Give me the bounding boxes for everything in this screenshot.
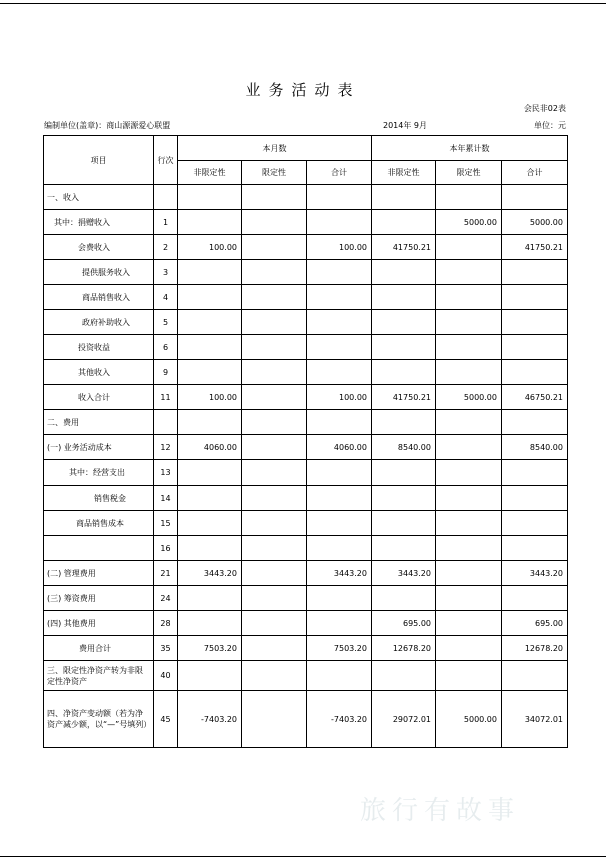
- cell-month-total: 100.00: [307, 385, 372, 410]
- cell-month-unrestricted: [178, 335, 242, 360]
- cell-year-unrestricted: [372, 460, 436, 486]
- row-item-label: 费用合计: [44, 636, 154, 661]
- cell-year-total: [502, 360, 568, 385]
- cell-month-restricted: [242, 260, 307, 285]
- cell-month-total: [307, 335, 372, 360]
- cell-year-unrestricted: [372, 410, 436, 435]
- cell-month-restricted: [242, 561, 307, 586]
- cell-month-restricted: [242, 435, 307, 460]
- cell-year-unrestricted: 41750.21: [372, 385, 436, 410]
- table-row: [44, 435, 568, 460]
- cell-year-restricted: 5000.00: [436, 385, 502, 410]
- row-line-number: 21: [154, 561, 178, 586]
- cell-year-total: [502, 586, 568, 611]
- cell-year-total: 3443.20: [502, 561, 568, 586]
- report-period: 2014年 9月: [383, 121, 427, 130]
- cell-year-unrestricted: [372, 661, 436, 691]
- cell-year-unrestricted: 41750.21: [372, 235, 436, 260]
- cell-year-unrestricted: [372, 335, 436, 360]
- row-item-label: 其中：经营支出: [44, 460, 154, 486]
- cell-year-restricted: [436, 235, 502, 260]
- cell-month-restricted: [242, 310, 307, 335]
- cell-year-restricted: [436, 260, 502, 285]
- row-item-label: 二、费用: [44, 410, 154, 435]
- cell-month-total: [307, 611, 372, 636]
- table-row: [44, 511, 568, 536]
- cell-year-restricted: [436, 185, 502, 210]
- cell-year-restricted: [436, 586, 502, 611]
- row-line-number: 35: [154, 636, 178, 661]
- row-item-label: (四) 其他费用: [44, 611, 154, 636]
- org-name: 商山源源爱心联盟: [106, 121, 171, 130]
- cell-month-total: [307, 185, 372, 210]
- row-item-label: 销售税金: [44, 486, 154, 511]
- cell-year-unrestricted: [372, 210, 436, 235]
- cell-month-unrestricted: [178, 460, 242, 486]
- cell-month-restricted: [242, 611, 307, 636]
- cell-month-unrestricted: [178, 285, 242, 310]
- cell-month-total: 100.00: [307, 235, 372, 260]
- cell-month-unrestricted: [178, 511, 242, 536]
- cell-year-total: [502, 335, 568, 360]
- cell-month-unrestricted: [178, 410, 242, 435]
- cell-month-restricted: [242, 185, 307, 210]
- cell-year-total: 46750.21: [502, 385, 568, 410]
- cell-year-unrestricted: [372, 360, 436, 385]
- header-year-restricted: 限定性: [436, 161, 502, 185]
- row-line-number: 13: [154, 460, 178, 486]
- org-label: 编制单位(盖章)：: [44, 121, 107, 130]
- table-row: [44, 285, 568, 310]
- row-line-number: 11: [154, 385, 178, 410]
- cell-month-total: [307, 586, 372, 611]
- row-item-label: 会费收入: [44, 235, 154, 260]
- row-line-number: 40: [154, 661, 178, 691]
- table-row: [44, 385, 568, 410]
- table-row: [44, 636, 568, 661]
- header-item: 项目: [44, 136, 154, 185]
- cell-month-unrestricted: 3443.20: [178, 561, 242, 586]
- cell-year-total: 8540.00: [502, 435, 568, 460]
- header-year-unrestricted: 非限定性: [372, 161, 436, 185]
- table-row: [44, 460, 568, 486]
- cell-month-restricted: [242, 235, 307, 260]
- cell-month-total: [307, 536, 372, 561]
- cell-year-restricted: [436, 460, 502, 486]
- cell-year-total: [502, 285, 568, 310]
- cell-year-unrestricted: [372, 586, 436, 611]
- table-row: [44, 561, 568, 586]
- currency-unit: 单位：元: [534, 121, 566, 130]
- table-row: [44, 260, 568, 285]
- cell-year-restricted: [436, 486, 502, 511]
- cell-year-restricted: [436, 310, 502, 335]
- cell-month-unrestricted: -7403.20: [178, 691, 242, 748]
- cell-month-total: 7503.20: [307, 636, 372, 661]
- cell-year-restricted: [436, 661, 502, 691]
- table-row: [44, 586, 568, 611]
- cell-month-unrestricted: [178, 536, 242, 561]
- row-line-number: 1: [154, 210, 178, 235]
- table-row: [44, 410, 568, 435]
- cell-month-unrestricted: [178, 611, 242, 636]
- cell-year-unrestricted: 3443.20: [372, 561, 436, 586]
- table-row: [44, 235, 568, 260]
- form-code: 会民非02表: [523, 104, 566, 113]
- cell-year-restricted: 5000.00: [436, 691, 502, 748]
- table-row: [44, 210, 568, 235]
- cell-month-restricted: [242, 486, 307, 511]
- cell-year-total: [502, 410, 568, 435]
- row-line-number: 12: [154, 435, 178, 460]
- cell-year-total: [502, 661, 568, 691]
- row-line-number: 15: [154, 511, 178, 536]
- cell-month-total: [307, 410, 372, 435]
- watermark: 旅行有故事: [360, 796, 521, 826]
- cell-year-total: 12678.20: [502, 636, 568, 661]
- table-row: [44, 691, 568, 748]
- cell-year-restricted: [436, 636, 502, 661]
- cell-month-unrestricted: [178, 486, 242, 511]
- cell-year-restricted: [436, 561, 502, 586]
- cell-year-unrestricted: [372, 260, 436, 285]
- cell-month-restricted: [242, 360, 307, 385]
- row-item-label: (三) 筹资费用: [44, 586, 154, 611]
- row-line-number: 24: [154, 586, 178, 611]
- cell-year-restricted: [436, 435, 502, 460]
- row-line-number: 2: [154, 235, 178, 260]
- row-line-number: [154, 410, 178, 435]
- row-line-number: 6: [154, 335, 178, 360]
- row-item-label: 四、净资产变动额（若为净资产减少额，以“—”号填列）: [44, 691, 154, 748]
- cell-month-unrestricted: [178, 360, 242, 385]
- cell-year-total: [502, 460, 568, 486]
- table-row: [44, 360, 568, 385]
- header-current-month: 本月数: [178, 136, 372, 161]
- cell-year-unrestricted: [372, 285, 436, 310]
- cell-month-restricted: [242, 511, 307, 536]
- cell-year-restricted: [436, 410, 502, 435]
- cell-year-total: 695.00: [502, 611, 568, 636]
- table-row: [44, 611, 568, 636]
- cell-year-total: [502, 185, 568, 210]
- cell-month-unrestricted: [178, 185, 242, 210]
- table-row: [44, 536, 568, 561]
- row-item-label: 其他收入: [44, 360, 154, 385]
- cell-year-unrestricted: [372, 310, 436, 335]
- table-row: [44, 185, 568, 210]
- cell-year-unrestricted: [372, 511, 436, 536]
- table-row: [44, 661, 568, 691]
- cell-year-unrestricted: [372, 486, 436, 511]
- cell-month-restricted: [242, 410, 307, 435]
- top-rule: [0, 3, 606, 4]
- row-line-number: [154, 185, 178, 210]
- header-month-unrestricted: 非限定性: [178, 161, 242, 185]
- row-line-number: 28: [154, 611, 178, 636]
- cell-year-total: [502, 536, 568, 561]
- cell-year-unrestricted: 12678.20: [372, 636, 436, 661]
- cell-month-unrestricted: [178, 210, 242, 235]
- bottom-rule: [0, 856, 606, 857]
- activity-statement-table: [43, 135, 568, 748]
- header-month-restricted: 限定性: [242, 161, 307, 185]
- cell-month-restricted: [242, 661, 307, 691]
- cell-month-unrestricted: [178, 310, 242, 335]
- cell-month-unrestricted: 100.00: [178, 235, 242, 260]
- row-line-number: 3: [154, 260, 178, 285]
- organization-line: [44, 120, 170, 131]
- row-item-label: 三、限定性净资产转为非限定性净资产: [44, 661, 154, 691]
- row-item-label: (二) 管理费用: [44, 561, 154, 586]
- cell-month-restricted: [242, 586, 307, 611]
- row-item-label: (一) 业务活动成本: [44, 435, 154, 460]
- row-line-number: 45: [154, 691, 178, 748]
- cell-month-restricted: [242, 285, 307, 310]
- cell-year-restricted: [436, 360, 502, 385]
- cell-month-total: 3443.20: [307, 561, 372, 586]
- cell-year-total: 34072.01: [502, 691, 568, 748]
- row-item-label: 其中：捐赠收入: [44, 210, 154, 235]
- cell-month-restricted: [242, 636, 307, 661]
- cell-year-restricted: [436, 335, 502, 360]
- cell-year-unrestricted: 8540.00: [372, 435, 436, 460]
- cell-year-unrestricted: 29072.01: [372, 691, 436, 748]
- cell-month-total: [307, 460, 372, 486]
- cell-year-total: [502, 511, 568, 536]
- cell-month-total: [307, 260, 372, 285]
- header-year-to-date: 本年累计数: [372, 136, 568, 161]
- cell-year-unrestricted: 695.00: [372, 611, 436, 636]
- cell-month-restricted: [242, 335, 307, 360]
- table-row: [44, 335, 568, 360]
- table-row: [44, 310, 568, 335]
- cell-year-restricted: [436, 611, 502, 636]
- row-line-number: 9: [154, 360, 178, 385]
- cell-month-total: [307, 285, 372, 310]
- row-item-label: 商品销售成本: [44, 511, 154, 536]
- cell-year-total: [502, 310, 568, 335]
- cell-year-restricted: [436, 285, 502, 310]
- cell-month-total: [307, 486, 372, 511]
- cell-month-unrestricted: 4060.00: [178, 435, 242, 460]
- row-item-label: [44, 536, 154, 561]
- cell-year-unrestricted: [372, 536, 436, 561]
- cell-month-restricted: [242, 536, 307, 561]
- cell-month-unrestricted: [178, 586, 242, 611]
- header-year-total: 合计: [502, 161, 568, 185]
- cell-month-unrestricted: 7503.20: [178, 636, 242, 661]
- cell-month-total: [307, 310, 372, 335]
- cell-month-restricted: [242, 460, 307, 486]
- cell-month-total: 4060.00: [307, 435, 372, 460]
- row-line-number: 14: [154, 486, 178, 511]
- row-line-number: 5: [154, 310, 178, 335]
- cell-month-unrestricted: 100.00: [178, 385, 242, 410]
- cell-month-restricted: [242, 210, 307, 235]
- table-row: [44, 486, 568, 511]
- cell-year-total: [502, 486, 568, 511]
- cell-month-unrestricted: [178, 661, 242, 691]
- cell-year-total: [502, 260, 568, 285]
- row-line-number: 4: [154, 285, 178, 310]
- cell-month-total: -7403.20: [307, 691, 372, 748]
- cell-year-unrestricted: [372, 185, 436, 210]
- cell-month-restricted: [242, 691, 307, 748]
- row-item-label: 提供服务收入: [44, 260, 154, 285]
- cell-month-total: [307, 210, 372, 235]
- cell-month-total: [307, 511, 372, 536]
- cell-year-restricted: 5000.00: [436, 210, 502, 235]
- header-month-total: 合计: [307, 161, 372, 185]
- cell-year-restricted: [436, 536, 502, 561]
- cell-month-total: [307, 661, 372, 691]
- cell-month-unrestricted: [178, 260, 242, 285]
- cell-year-total: 5000.00: [502, 210, 568, 235]
- cell-year-total: 41750.21: [502, 235, 568, 260]
- cell-month-restricted: [242, 385, 307, 410]
- row-item-label: 收入合计: [44, 385, 154, 410]
- row-item-label: 一、收入: [44, 185, 154, 210]
- row-item-label: 政府补助收入: [44, 310, 154, 335]
- page-title: 业务活动表: [245, 81, 361, 99]
- row-item-label: 商品销售收入: [44, 285, 154, 310]
- cell-year-restricted: [436, 511, 502, 536]
- cell-month-total: [307, 360, 372, 385]
- row-item-label: 投资收益: [44, 335, 154, 360]
- header-line-no: 行次: [154, 136, 178, 185]
- row-line-number: 16: [154, 536, 178, 561]
